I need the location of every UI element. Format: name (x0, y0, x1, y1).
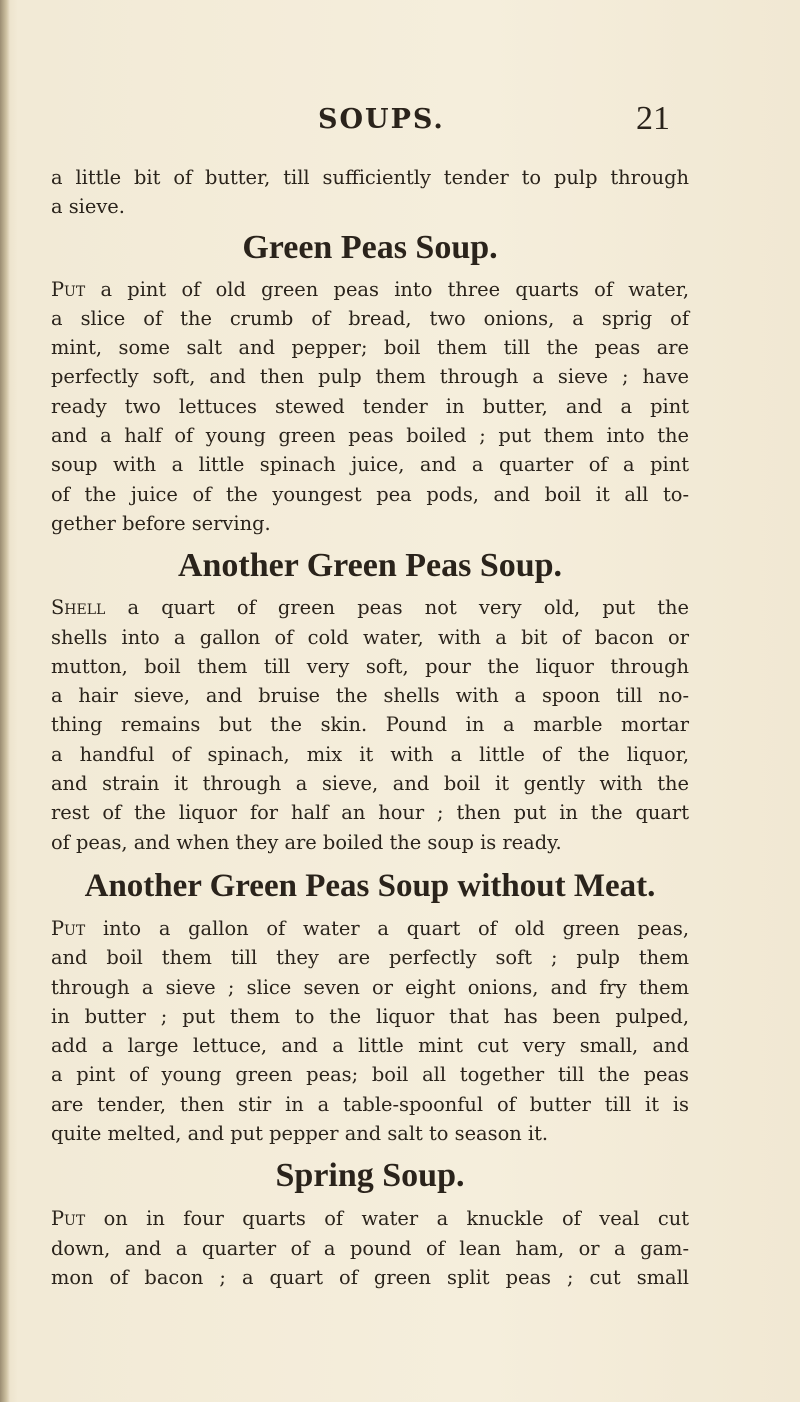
text-line (51, 1204, 689, 1233)
text-line (51, 914, 689, 943)
text-run: on in four quarts of water a knuckle of veal cut (103, 1207, 689, 1231)
text-run: a pint of old green peas into three quarts of water, (100, 277, 689, 301)
section-heading-another-green-peas-soup: Another Green Peas Soup. (177, 547, 563, 585)
text-line: a handful of spinach, mix it with a little of the liquor, (51, 742, 689, 766)
text-line: and strain it through a sieve, and boil it gently with the (51, 772, 689, 796)
text-line: in butter ; put them to the liquor that has been pulped, (51, 1004, 689, 1028)
recipe-paragraph-green-peas-soup-without-meat (51, 914, 689, 1148)
text-line: ready two lettuces stewed tender in butter, and a pint (51, 394, 689, 418)
text-line: mint, some salt and pepper; boil them till the peas are (51, 336, 689, 360)
text-run: a quart of green peas not very old, put the (127, 596, 689, 620)
text-line: of the juice of the youngest pea pods, and boil it all to- (51, 482, 689, 506)
running-head (0, 100, 800, 140)
lead-word: Shell (51, 596, 106, 620)
text-line: a hair sieve, and bruise the shells with a spoon till no- (51, 684, 689, 708)
text-line: soup with a little spinach juice, and a quarter of a pint (51, 453, 689, 477)
text-line: a little bit of butter, till sufficiently tender to pulp through (51, 166, 689, 189)
text-line: down, and a quarter of a pound of lean ham, or a gam- (51, 1236, 689, 1260)
running-title: SOUPS. (318, 104, 445, 135)
text-line: a slice of the crumb of bread, two onions, a sprig of (51, 306, 689, 330)
text-line: are tender, then stir in a table-spoonful of butter till it is (51, 1092, 689, 1116)
text-line: mon of bacon ; a quart of green split peas ; cut small (51, 1265, 689, 1289)
text-block (51, 163, 689, 1292)
text-line: and boil them till they are perfectly soft ; pulp them (51, 946, 689, 970)
text-line: add a large lettuce, and a little mint cut very small, and (51, 1034, 689, 1058)
section-heading-green-peas-soup-without-meat: Another Green Peas Soup without Meat. (84, 867, 656, 904)
lead-word: Put (51, 1207, 86, 1231)
text-line: of peas, and when they are boiled the soup is ready. (51, 830, 562, 854)
section-heading-spring-soup: Spring Soup. (275, 1157, 465, 1195)
lead-word: Put (51, 277, 86, 301)
text-line: perfectly soft, and then pulp them through a sieve ; have (51, 365, 689, 389)
text-line: a sieve. (51, 195, 125, 219)
text-line (51, 593, 689, 622)
text-line: gether before serving. (51, 511, 271, 535)
text-line: through a sieve ; slice seven or eight onions, and fry them (51, 975, 689, 999)
lead-word: Put (51, 916, 86, 940)
text-line: quite melted, and put pepper and salt to season it. (51, 1122, 549, 1146)
page-gutter-shadow (0, 0, 10, 1402)
recipe-paragraph-spring-soup (51, 1204, 689, 1292)
recipe-paragraph-green-peas-soup (51, 275, 689, 539)
text-line (51, 275, 689, 304)
text-line: a pint of young green peas; boil all together till the peas (51, 1063, 689, 1087)
text-line: rest of the liquor for half an hour ; then put in the quart (51, 801, 689, 825)
text-run: into a gallon of water a quart of old green peas, (102, 916, 689, 940)
section-heading-green-peas-soup: Green Peas Soup. (242, 228, 498, 266)
text-line: shells into a gallon of cold water, with a bit of bacon or (51, 625, 689, 649)
text-line: thing remains but the skin. Pound in a marble mortar (51, 713, 689, 737)
continuation-paragraph (51, 163, 689, 222)
text-line: and a half of young green peas boiled ; put them into the (51, 424, 689, 448)
recipe-paragraph-another-green-peas-soup (51, 593, 689, 857)
page-number: 21 (636, 100, 670, 137)
text-line: mutton, boil them till very soft, pour the liquor through (51, 654, 689, 678)
